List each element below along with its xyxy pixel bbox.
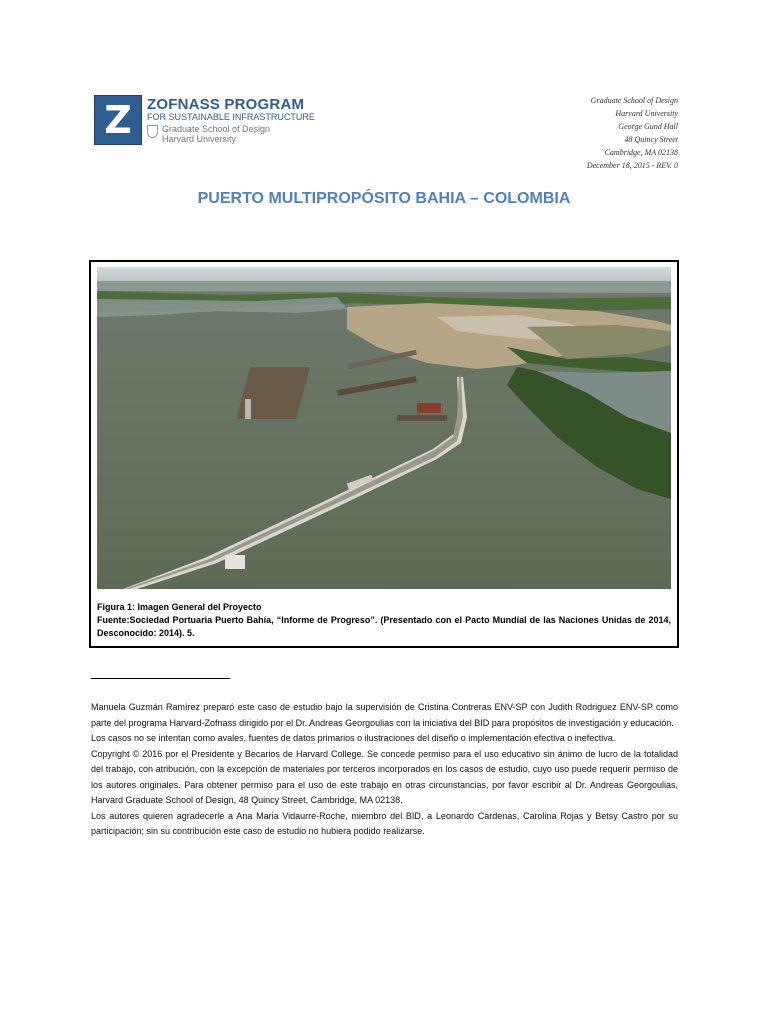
- logo-letter: Z: [104, 98, 132, 142]
- logo-title: ZOFNASS PROGRAM: [147, 96, 305, 113]
- address-line: 48 Quincy Street: [624, 135, 678, 144]
- footnote-paragraph: Manuela Guzmán Ramírez preparó este caso de estudio bajo la supervisión de Cristina Contreras ENV-SP con Judith Rodriguez ENV-SP como parte del programa Harvard-Zofnass dirigido por el Dr. Andreas Georgoulias con la iniciativa del BID para propósitos de investigación y educación.: [91, 702, 678, 728]
- port-aerial-photo: [97, 267, 671, 589]
- address-line: Harvard University: [615, 109, 678, 118]
- footnote-divider: [91, 678, 230, 679]
- footnotes: [91, 700, 678, 840]
- address-line: George Gund Hall: [618, 122, 678, 131]
- logo-subtitle: FOR SUSTAINABLE INFRASTRUCTURE: [147, 112, 315, 122]
- logo-school: [162, 124, 270, 144]
- footnote-paragraph: Los autores quieren agradecerle a Ana Maria Vidaurre-Roche, miembro del BID, a Leonardo Cardenas, Carolina Rojas y Betsy Castro por su participación; sin su contribución este caso de estudio no hubiera podido realizarse.: [91, 810, 678, 836]
- caption-label: Figura 1: Imagen General del Proyecto: [97, 602, 262, 612]
- harvard-shield-icon: [147, 125, 158, 138]
- footnote-paragraph: Copyright © 2016 por el Presidente y Becarios de Harvard College. Se concede permiso para el uso educativo sin ánimo de lucro de la totalidad del trabajo, con atribución, con la excepción de materiales por terceros incorporados en los casos de estudio, cuyo uso puede requerir permiso de los autores originales. Para obtener permiso para el uso de este trabajo en otras circunstancias, por favor escribir al Dr. Andreas Georgoulias, Harvard Graduate School of Design, 48 Quincy Street, Cambridge, MA 02138.: [91, 748, 678, 805]
- logo-school-line-1: Graduate School of Design: [162, 124, 271, 134]
- document-date: December 18, 2015 - REV. 0: [586, 161, 678, 170]
- logo-school-line-2: Harvard University: [162, 134, 237, 144]
- figure-caption: [97, 601, 671, 640]
- caption-source-line-1: Fuente:Sociedad Portuaria Puerto Bahía, “Informe de Progreso”. (Presentado con el Pacto Mundial de las Naciones Unidas de 2014,: [97, 615, 671, 625]
- page-title: PUERTO MULTIPROPÓSITO BAHIA – COLOMBIA: [197, 190, 571, 207]
- address-line: Cambridge, MA 02138: [604, 148, 678, 157]
- figure-1: [89, 260, 679, 648]
- logo-z-mark: [94, 95, 142, 145]
- address-line: Graduate School of Design: [590, 96, 678, 105]
- address-block: [587, 94, 678, 172]
- caption-source-line-2: Desconocido: 2014). 5.: [97, 628, 195, 638]
- zofnass-logo: [94, 95, 315, 150]
- footnote-paragraph: Los casos no se intentan como avales, fuentes de datos primarios o ilustraciones del diseño o implementación efectiva o inefectiva.: [91, 733, 616, 743]
